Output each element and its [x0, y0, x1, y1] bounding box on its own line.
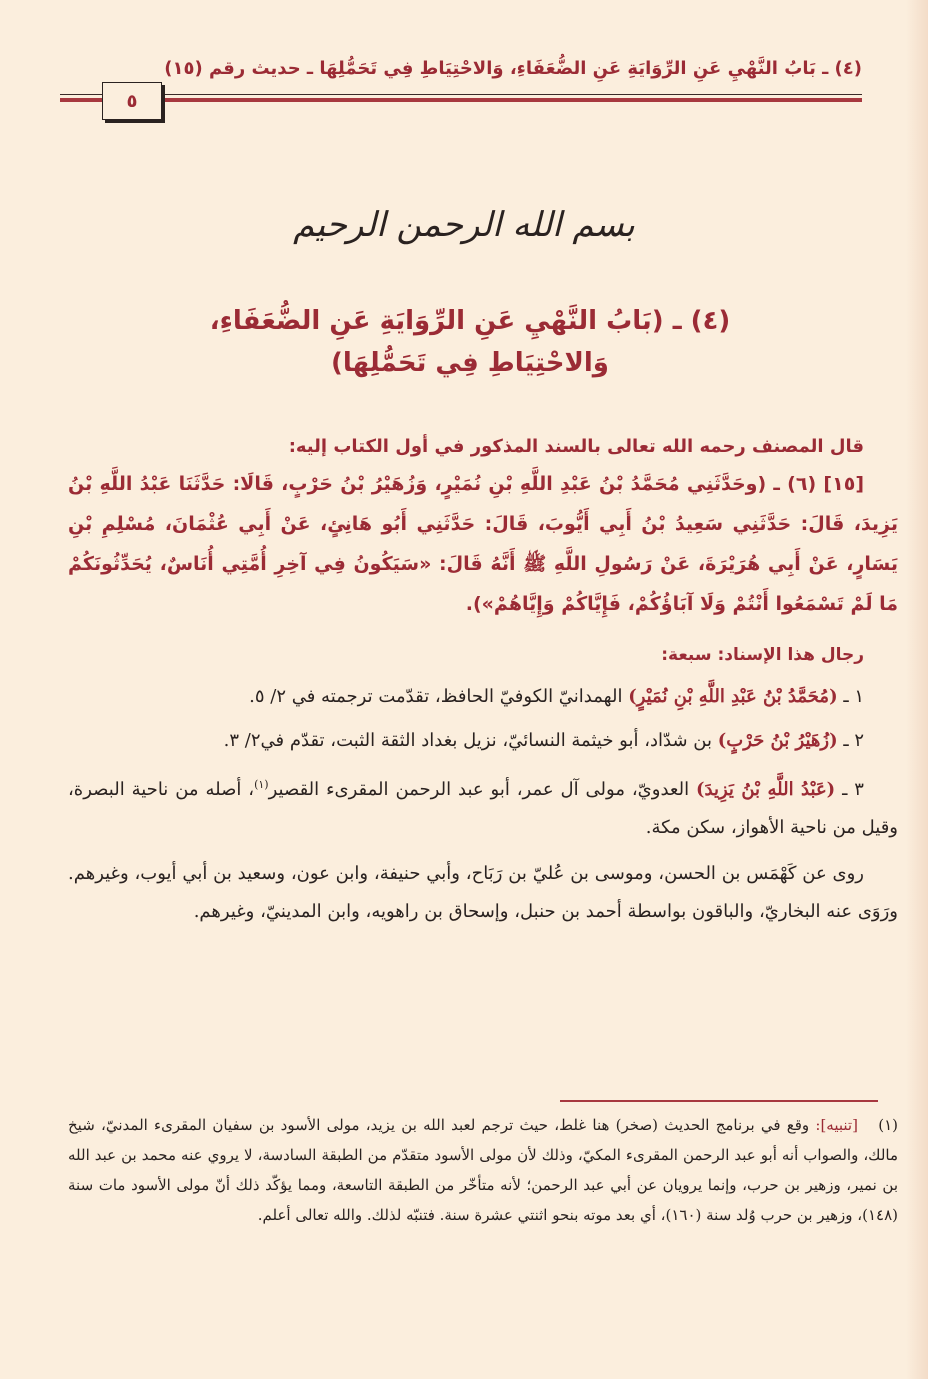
page-header [60, 58, 862, 118]
narrator-name: (مُحَمَّدُ بْنُ عَبْدِ اللَّهِ بْنِ نُمَيْرٍ) [628, 686, 838, 707]
narrator-number: ٣ ـ [842, 779, 864, 800]
chapter-title-line-2: وَالاحْتِيَاطِ فِي تَحَمُّلِهَا) [331, 348, 609, 378]
narrator-number: ١ ـ [843, 686, 864, 707]
narrator-desc: بن شدّاد، أبو خيثمة النسائيّ، نزيل بغداد الثقة الثبت، تقدّم في٢/ ٣. [223, 730, 713, 751]
footnote-1 [68, 1110, 898, 1230]
chapter-title-line-1: (٤) ـ (بَابُ النَّهْيِ عَنِ الرِّوَايَةِ عَنِ الضُّعَفَاءِ، [209, 306, 731, 336]
chapter-title [180, 300, 760, 384]
footnote-label: [تنبيه]: [815, 1116, 858, 1134]
hadith-text: [١٥] (٦) ـ (وحَدَّثَنِي مُحَمَّدُ بْنُ عَبْدِ اللَّهِ بْنِ نُمَيْرٍ، وَزُهَيْرُ بْنُ حَرْبٍ، قَالَا: حَدَّثَنَا عَبْدُ اللَّهِ بْنُ يَزِيدَ، قَالَ: حَدَّثَنِي سَعِيدُ بْنُ أَبِي أَيُّوبَ، قَالَ: حَدَّثَنِي أَبُو هَانِئٍ، عَنْ أَبِي عُثْمَانَ، مُسْلِمِ بْنِ يَسَارٍ، عَنْ أَبِي هُرَيْرَةَ، عَنْ رَسُولِ اللَّهِ ﷺ أَنَّهُ قَالَ: «سَيَكُونُ فِي آخِرِ أُمَّتِي أُنَاسٌ، يُحَدِّثُونَكُمْ مَا لَمْ تَسْمَعُوا أَنْتُمْ وَلَا آبَاؤُكُمْ، فَإِيَّاكُمْ وَإِيَّاهُمْ»). [68, 473, 898, 615]
narrator-entry-2 [68, 722, 898, 760]
narrator-name: (زُهَيْرُ بْنُ حَرْبٍ) [717, 730, 838, 751]
page-number-box [102, 82, 162, 120]
basmala-calligraphy: بسم الله الرحمن الرحيم [293, 205, 635, 245]
narrator-desc: الهمدانيّ الكوفيّ الحافظ، تقدّمت ترجمته في ٢/ ٥. [249, 686, 623, 707]
narrator-number: ٢ ـ [843, 730, 864, 751]
footnotes [68, 1110, 898, 1230]
footnote-reference[interactable]: (١) [254, 778, 269, 791]
main-text [68, 430, 898, 931]
running-title: (٤) ـ بَابُ النَّهْيِ عَنِ الرِّوَايَةِ عَنِ الضُّعَفَاءِ، وَالاحْتِيَاطِ فِي تَحَمُّلِهَا ـ حديث رقم (١٥) [164, 58, 862, 79]
narrator-entry-3 [68, 766, 898, 847]
narrator-3-paragraph: روى عن كَهْمَس بن الحسن، وموسى بن عُليّ بن رَبَاح، وأبي حنيفة، وابن عون، وسعيد بن أبي أيوب، وغيرهم. ورَوَى عنه البخاريّ، والباقون بواسطة أحمد بن حنبل، وإسحاق بن راهويه، وابن المدينيّ، وغيرهم. [68, 863, 898, 922]
footnote-text: وقع في برنامج الحديث (صخر) هنا غلط، حيث ترجم لعبد الله بن يزيد، مولى الأسود بن سفيان المقرىء المدنيّ، شيخ مالك، والصواب أنه أبو عبد الرحمن المقرىء المكيّ، وذلك لأن مولى الأسود متقدّم من الطبقة السادسة، لا يروي عنه محمد بن عبد الله بن نمير، وزهير بن حرب، وإنما يرويان عن أبي عبد الرحمن؛ لأنه متأخّر من الطبقة التاسعة، ومما يؤكّد ذلك أنّ مولى الأسود مات سنة (١٤٨)، وزهير بن حرب وُلد سنة (١٦٠)، أي بعد موته بنحو اثنتي عشرة سنة. فتنبّه لذلك. والله تعالى أعلم. [68, 1116, 898, 1224]
narrator-desc: العدويّ، مولى آل عمر، أبو عبد الرحمن المقرىء القصير [268, 779, 690, 800]
header-rule-thin [60, 94, 862, 95]
page-number: ٥ [126, 90, 138, 112]
narrator-entry-1 [68, 678, 898, 716]
section-heading: رجال هذا الإسناد: سبعة: [661, 645, 864, 665]
narrator-name: (عَبْدُ اللَّهِ بْنُ يَزِيدَ) [695, 779, 836, 800]
narrator-desc-continued: ، أصله من ناحية البصرة، وقيل من ناحية الأهواز، سكن مكة. [68, 779, 898, 838]
footnote-marker: (١) [878, 1116, 898, 1134]
footnote-separator [560, 1100, 878, 1102]
header-rule-thick [60, 98, 862, 102]
intro-line: قال المصنف رحمه الله تعالى بالسند المذكور في أول الكتاب إليه: [288, 436, 864, 457]
